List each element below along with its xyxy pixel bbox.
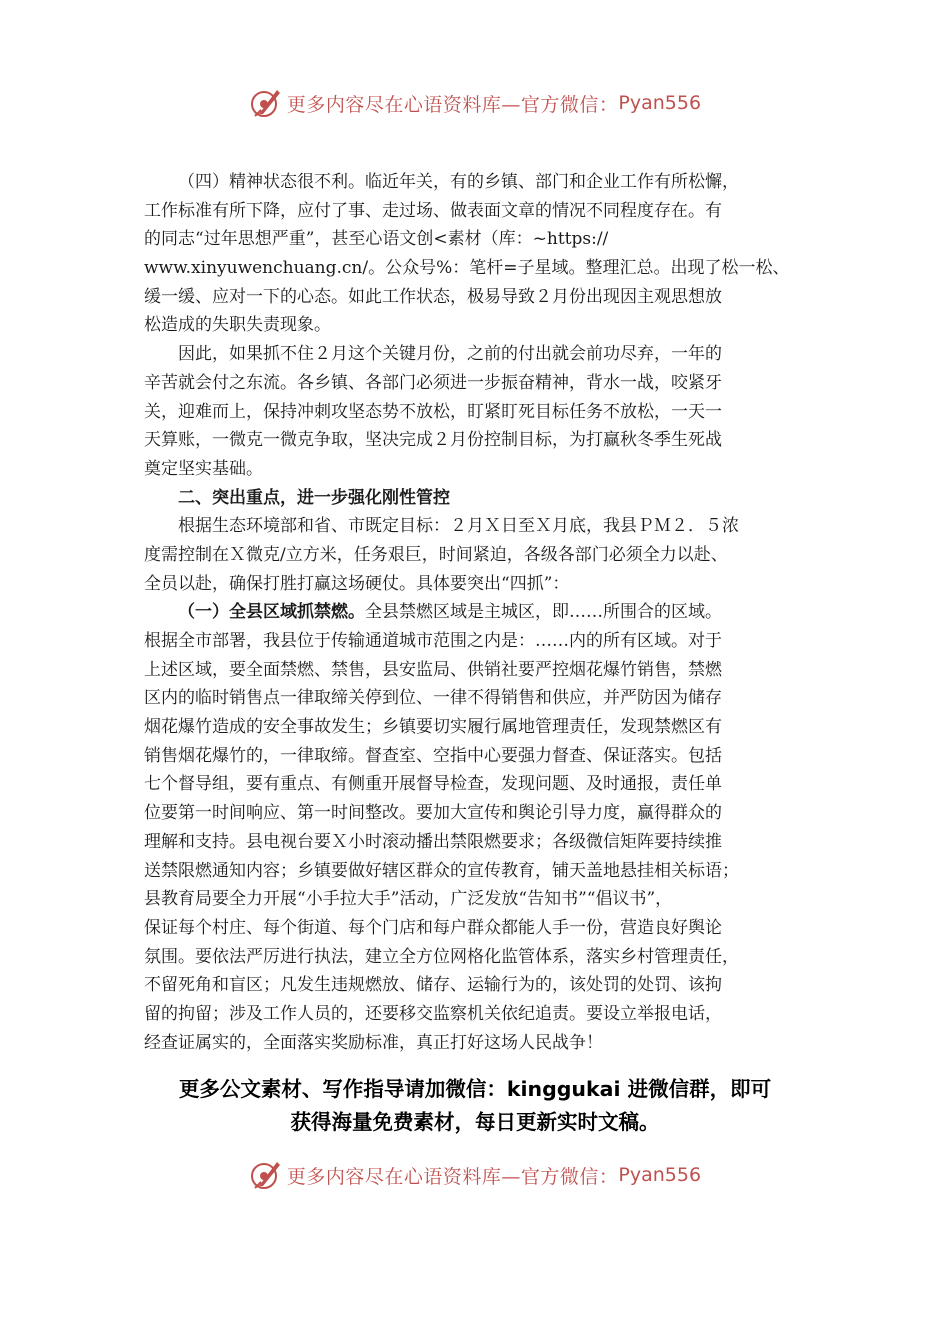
header-banner-text: 更多内容尽在心语资料库—官方微信： [286,93,619,116]
promo-line: 获得海量免费素材，每日更新实时文稿。 [290,1110,660,1134]
text-line: 度需控制在Ｘ微克/立方米，任务艰巨，时间紧迫，各级各部门必须全力以赴、 [144,544,728,565]
text-line: 辛苦就会付之东流。各乡镇、各部门必须进一步振奋精神，背水一战，咬紧牙 [144,372,722,393]
text-line: 送禁限燃通知内容；乡镇要做好辖区群众的宣传教育，铺天盖地悬挂相关标语； [144,860,739,881]
text-line: 县教育局要全力开展“小手拉大手”活动，广泛发放“告知书”“倡议书”， [144,889,673,910]
paragraph-targets [144,512,806,598]
text-line: 烟花爆竹造成的安全事故发生；乡镇要切实履行属地管理责任，发现禁燃区有 [144,717,722,738]
footer-banner-wechat-id: Pyan556 [618,1164,702,1186]
subsection-heading: （一）全县区域抓禁燃。 [178,602,365,623]
text-line: 位要第一时间响应、第一时间整改。要加大宣传和舆论引导力度，赢得群众的 [144,803,722,824]
text-line: 经查证属实的，全面落实奖励标准，真正打好这场人民战争！ [144,1032,603,1053]
text-line: 奠定坚实基础。 [144,458,263,479]
promo-notice [0,1073,950,1139]
text-line: 保证每个村庄、每个街道、每个门店和每户群众都能人手一份，营造良好舆论 [144,917,722,938]
text-span: 全县禁燃区域是主城区，即……所围合的区域。 [365,602,722,623]
footer-banner-text: 更多内容尽在心语资料库—官方微信： [286,1165,619,1188]
footer-banner [0,1155,950,1195]
document-body [144,168,806,1057]
text-line: 根据生态环境部和省、市既定目标：２月Ｘ日至Ｘ月底，我县ＰＭ２．５浓 [178,516,739,537]
text-line [144,598,806,627]
text-line: 根据全市部署，我县位于传输通道城市范围之内是：……内的所有区域。对于 [144,631,722,651]
promo-line: 更多公文素材、写作指导请加微信：kinggukai 进微信群，即可 [178,1077,772,1101]
text-line: 留的拘留；涉及工作人员的，还要移交监察机关依纪追责。要设立举报电话， [144,1003,722,1024]
section-heading: 二、突出重点，进一步强化刚性管控 [178,487,450,508]
paragraph-firework-ban [144,598,806,1057]
text-line: 关，迎难而上，保持冲刺攻坚态势不放松，盯紧盯死目标任务不放松，一天一 [144,401,722,422]
text-line: 天算账，一微克一微克争取，坚决完成２月份控制目标，为打赢秋冬季生死战 [144,430,722,451]
quill-logo-icon [249,86,283,120]
header-banner-wechat-id: Pyan556 [618,92,702,114]
text-line: 上述区域，要全面禁燃、禁售，县安监局、供销社要严控烟花爆竹销售，禁燃 [144,659,722,680]
header-banner [0,83,950,123]
text-line: 松造成的失职失责现象。 [144,315,331,336]
paragraph-conclusion [144,340,806,483]
text-line: （四）精神状态很不利。临近年关，有的乡镇、部门和企业工作有所松懈， [178,172,739,192]
text-line: 全员以赴，确保打胜打赢这场硬仗。具体要突出“四抓”： [144,573,570,594]
text-line: 工作标准有所下降，应付了事、走过场、做表面文章的情况不同程度存在。有 [144,200,722,221]
text-line: 销售烟花爆竹的，一律取缔。督查室、空指中心要强力督查、保证落实。包括 [144,745,722,766]
text-line: 缓一缓、应对一下的心态。如此工作状态，极易导致２月份出现因主观思想放 [144,286,722,307]
paragraph-spirit-state [144,168,806,340]
text-line: 氛围。要依法严厉进行执法，建立全方位网格化监管体系，落实乡村管理责任， [144,946,739,967]
text-line: 区内的临时销售点一律取缔关停到位、一律不得销售和供应，并严防因为储存 [144,688,722,709]
text-line: 的同志“过年思想严重”，甚至心语文创<素材（库：~https:// [144,229,609,250]
quill-logo-icon [249,1158,283,1192]
text-line: 七个督导组，要有重点、有侧重开展督导检查，发现问题、及时通报，责任单 [144,774,722,795]
text-line: 不留死角和盲区；凡发生违规燃放、储存、运输行为的，该处罚的处罚、该拘 [144,975,722,996]
text-line: www.xinyuwenchuang.cn/。公众号%：笔杆=子星域。整理汇总。出现了松一松、 [144,258,790,279]
text-line: 理解和支持。县电视台要Ｘ小时滚动播出禁限燃要求；各级微信矩阵要持续推 [144,831,722,852]
text-line: 因此，如果抓不住２月这个关键月份，之前的付出就会前功尽弃，一年的 [178,344,722,365]
